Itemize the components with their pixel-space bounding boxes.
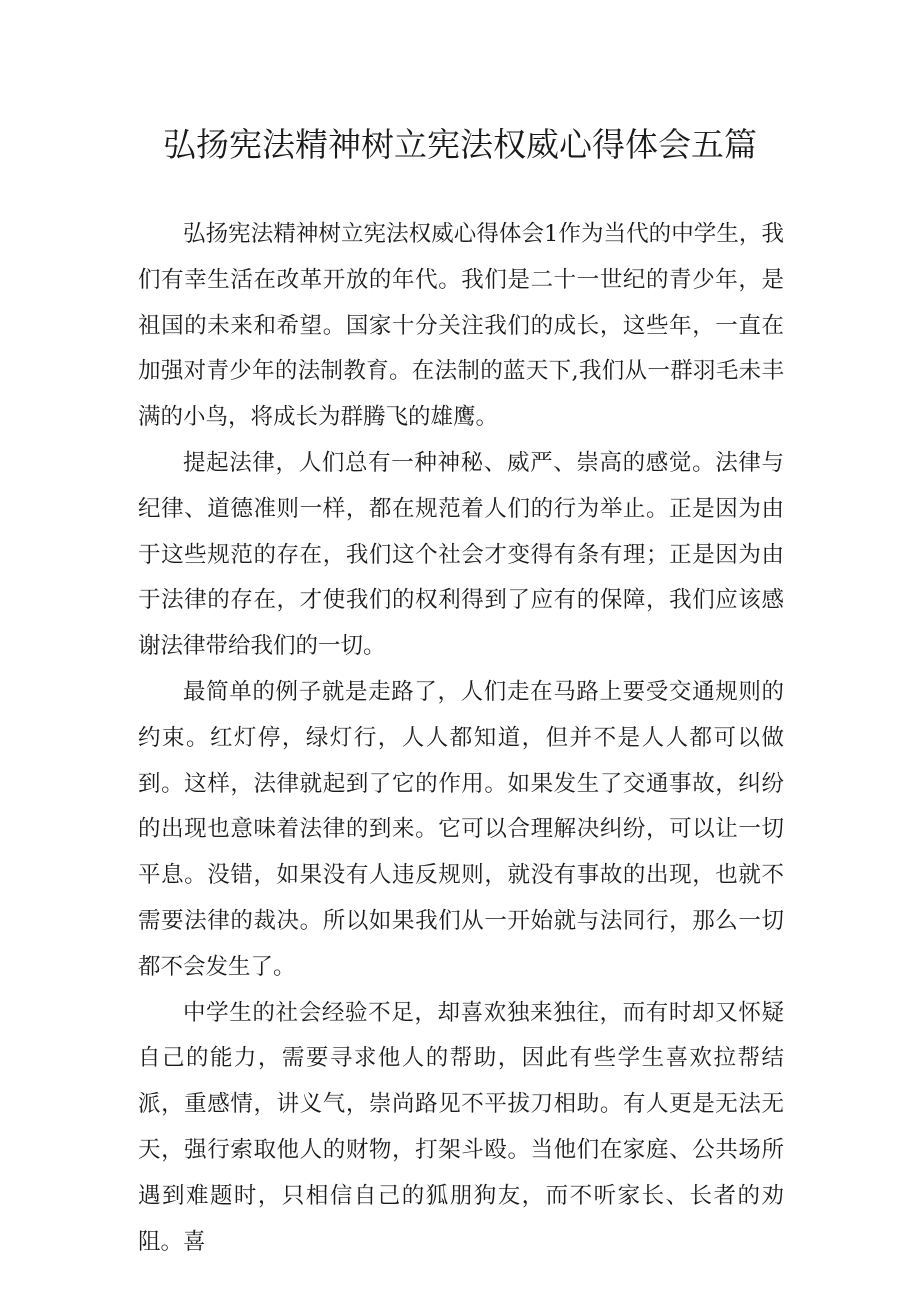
document-title: 弘扬宪法精神树立宪法权威心得体会五篇 bbox=[163, 125, 757, 164]
paragraph: 提起法律，人们总有一种神秘、威严、崇高的感觉。法律与纪律、道德准则一样，都在规范着人们的行为举止。正是因为由于这些规范的存在，我们这个社会才变得有条有理；正是因为由于法律的存在，才使我们的权利得到了应有的保障，我们应该感谢法律带给我们的一切。 bbox=[138, 449, 784, 660]
paragraph: 最简单的例子就是走路了，人们走在马路上要受交通规则的约束。红灯停，绿灯行，人人都知道，但并不是人人都可以做到。这样，法律就起到了它的作用。如果发生了交通事故，纠纷的出现也意味着法律的到来。它可以合理解决纠纷，可以让一切平息。没错，如果没有人违反规则，就没有事故的出现，也就不需要法律的裁决。所以如果我们从一开始就与法同行，那么一切都不会发生了。 bbox=[138, 678, 784, 980]
paragraph: 中学生的社会经验不足，却喜欢独来独往，而有时却又怀疑自己的能力，需要寻求他人的帮助，因此有些学生喜欢拉帮结派，重感情，讲义气，崇尚路见不平拔刀相助。有人更是无法无天，强行索取他人的财物，打架斗殴。当他们在家庭、公共场所遇到难题时，只相信自己的狐朋狗友，而不听家长、长者的劝阻。喜 bbox=[138, 999, 784, 1255]
document-body bbox=[138, 212, 784, 1265]
paragraph: 弘扬宪法精神树立宪法权威心得体会1作为当代的中学生，我们有幸生活在改革开放的年代。我们是二十一世纪的青少年，是祖国的未来和希望。国家十分关注我们的成长，这些年，一直在加强对青少年的法制教育。在法制的蓝天下,我们从一群羽毛未丰满的小鸟，将成长为群腾飞的雄鹰。 bbox=[138, 221, 784, 431]
